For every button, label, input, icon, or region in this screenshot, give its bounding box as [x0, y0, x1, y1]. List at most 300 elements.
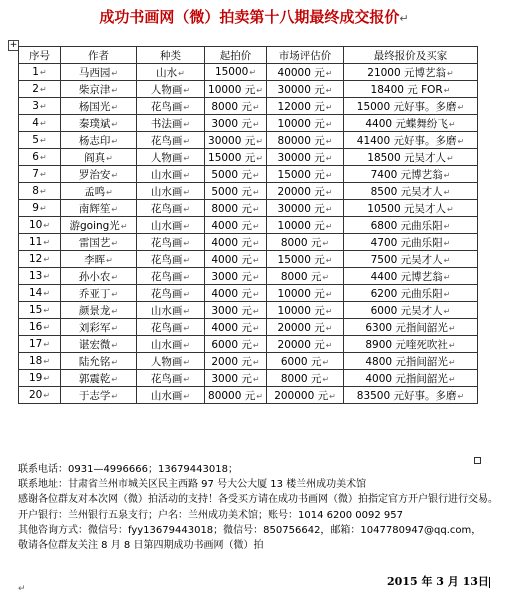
paragraph-mark: ↵: [39, 136, 47, 145]
header-cell: 作者: [61, 47, 137, 64]
cell-text: 5: [32, 134, 39, 146]
cell-text: 8900 元喹死吹社: [365, 338, 448, 351]
paragraph-mark: ↵: [252, 238, 260, 248]
paragraph-mark: ↵: [448, 340, 456, 350]
cell-text: 雷国艺: [78, 236, 111, 249]
cell-text: 人物画: [150, 151, 183, 164]
paragraph-mark: ↵: [325, 340, 333, 350]
paragraph-mark: ↵: [111, 170, 119, 180]
table-cell: [205, 285, 267, 302]
cell-text: 12: [28, 253, 43, 265]
table-cell: [205, 234, 267, 251]
cell-text: 15000 元好事。多磨: [356, 100, 457, 113]
paragraph-mark: ↵: [448, 323, 456, 333]
cell-text: 山水画: [150, 168, 183, 181]
cell-text: 6000 元吴才人: [370, 304, 443, 317]
table-cell: [205, 251, 267, 268]
table-cell: [267, 115, 344, 132]
auction-results-table: [18, 46, 478, 404]
cell-text: 游going光: [69, 219, 120, 232]
table-cell: [19, 149, 61, 166]
paragraph-mark: ↵: [183, 153, 191, 163]
paragraph-mark: ↵: [322, 272, 330, 282]
table-move-handle[interactable]: +: [9, 40, 18, 50]
cell-text: 3000 元: [211, 372, 252, 385]
table-cell: [61, 336, 137, 353]
cell-text: 15: [28, 304, 43, 316]
table-row: [19, 200, 478, 217]
table-cell: [344, 166, 478, 183]
table-cell: [137, 234, 205, 251]
table-cell: [344, 285, 478, 302]
cell-text: 15000 元: [208, 151, 256, 164]
cell-text: 花鸟画: [150, 253, 183, 266]
paragraph-mark: ↵: [183, 340, 191, 350]
paragraph-mark: ↵: [111, 289, 119, 299]
cell-text: 17: [28, 338, 43, 350]
announcement-line: 敬请各位群友关注 8 月 8 日第四期成功书画网（微）拍: [18, 540, 264, 552]
cell-text: 7: [32, 168, 39, 180]
cell-text: 5000 元: [211, 168, 252, 181]
paragraph-mark: ↵: [39, 204, 47, 213]
paragraph-mark: ↵: [18, 584, 26, 594]
paragraph-mark: ↵: [111, 306, 119, 316]
table-cell: [205, 387, 267, 404]
cell-text: 41400 元好事。多磨: [356, 134, 457, 147]
cell-text: 马西园: [78, 66, 111, 79]
table-cell: [137, 336, 205, 353]
table-cell: [267, 387, 344, 404]
table-row: [19, 387, 478, 404]
paragraph-mark: ↵: [39, 85, 47, 94]
table-row: [19, 166, 478, 183]
paragraph-mark: ↵: [325, 204, 333, 214]
paragraph-mark: ↵: [106, 187, 113, 197]
table-row: [19, 353, 478, 370]
paragraph-mark: ↵: [183, 272, 191, 282]
paragraph-mark: ↵: [43, 340, 51, 349]
paragraph-mark: ↵: [325, 255, 333, 265]
cell-text: 6: [32, 151, 39, 163]
paragraph-mark: ↵: [322, 357, 330, 367]
cell-text: 20: [28, 389, 43, 401]
table-row: [19, 302, 478, 319]
cell-text: 陆允铭: [78, 355, 111, 368]
paragraph-mark: ↵: [43, 255, 51, 264]
cell-text: 刘彩军: [78, 321, 111, 334]
paragraph-mark: ↵: [39, 119, 47, 128]
cell-text: 花鸟画: [150, 100, 183, 113]
table-row: [19, 132, 478, 149]
cell-text: 10000 元: [208, 83, 256, 96]
cell-text: 11: [28, 236, 43, 248]
cell-text: 20000 元: [277, 321, 325, 334]
table-cell: [137, 387, 205, 404]
paragraph-mark: ↵: [443, 187, 451, 197]
cell-text: 8000 元: [211, 100, 252, 113]
paragraph-mark: ↵: [325, 85, 333, 95]
table-cell: [205, 353, 267, 370]
cell-text: 8000 元: [280, 270, 322, 283]
paragraph-mark: ↵: [448, 357, 456, 367]
paragraph-mark: ↵: [43, 238, 51, 247]
table-row: [19, 234, 478, 251]
paragraph-mark: ↵: [249, 68, 257, 77]
paragraph-mark: ↵: [322, 238, 330, 248]
table-cell: [205, 268, 267, 285]
table-cell: [344, 234, 478, 251]
table-cell: [267, 200, 344, 217]
table-cell: [19, 132, 61, 149]
paragraph-mark: ↵: [106, 153, 113, 163]
paragraph-mark: ↵: [106, 255, 113, 265]
table-cell: [344, 183, 478, 200]
table-cell: [61, 183, 137, 200]
paragraph-mark: ↵: [252, 119, 260, 129]
paragraph-mark: ↵: [325, 119, 333, 129]
table-cell: [205, 336, 267, 353]
paragraph-mark: ↵: [111, 272, 119, 282]
paragraph-mark: ↵: [183, 357, 191, 367]
table-cell: [267, 217, 344, 234]
cell-text: 3000 元: [211, 270, 252, 283]
table-cell: [137, 115, 205, 132]
table-cell: [137, 285, 205, 302]
cell-text: 30000 元: [277, 151, 325, 164]
cell-text: 8000 元: [211, 202, 252, 215]
table-cell: [267, 132, 344, 149]
paragraph-mark: ↵: [443, 272, 451, 282]
table-row: [19, 183, 478, 200]
paragraph-mark: ↵: [39, 170, 47, 179]
table-cell: [344, 81, 478, 98]
paragraph-mark: ↵: [329, 391, 336, 401]
paragraph-mark: ↵: [111, 340, 119, 350]
table-row: [19, 98, 478, 115]
table-row: [19, 149, 478, 166]
table-cell: [267, 81, 344, 98]
paragraph-mark: ↵: [252, 170, 260, 180]
paragraph-mark: ↵: [111, 391, 119, 401]
paragraph-mark: ↵: [111, 136, 119, 146]
cell-text: 4000 元: [211, 253, 252, 266]
table-cell: [61, 302, 137, 319]
table-cell: [205, 132, 267, 149]
header-cell: 起拍价: [205, 47, 267, 64]
date-text: 2015 年 3 月 13日: [387, 575, 489, 588]
paragraph-mark: ↵: [252, 340, 260, 350]
table-cell: [267, 268, 344, 285]
paragraph-mark: ↵: [43, 221, 51, 230]
table-row: [19, 336, 478, 353]
paragraph-mark: ↵: [252, 306, 260, 316]
cell-text: 8000 元: [280, 236, 322, 249]
paragraph-mark: ↵: [111, 68, 119, 78]
cell-text: 6800 元曲乐阳: [370, 219, 443, 232]
table-cell: [205, 183, 267, 200]
paragraph-mark: ↵: [325, 289, 333, 299]
table-cell: [61, 115, 137, 132]
table-cell: [267, 302, 344, 319]
table-cell: [205, 64, 267, 81]
table-cell: [344, 98, 478, 115]
cell-text: 谌宏微: [78, 338, 111, 351]
cell-text: 颜景龙: [78, 304, 111, 317]
paragraph-mark: ↵: [111, 374, 119, 384]
paragraph-mark: ↵: [443, 221, 451, 231]
cell-text: 花鸟画: [150, 270, 183, 283]
table-cell: [61, 251, 137, 268]
table-cell: [137, 183, 205, 200]
table-cell: [137, 200, 205, 217]
table-row: [19, 268, 478, 285]
paragraph-mark: ↵: [252, 289, 260, 299]
paragraph-mark: ↵: [183, 119, 191, 129]
table-cell: [344, 319, 478, 336]
paragraph-mark: ↵: [256, 85, 263, 95]
table-cell: [205, 98, 267, 115]
table-cell: [61, 285, 137, 302]
paragraph-mark: ↵: [183, 221, 191, 231]
cell-text: 30000 元: [208, 134, 256, 147]
cell-text: 7400 元博艺翁: [370, 168, 443, 181]
cell-text: 山水画: [150, 338, 183, 351]
paragraph-mark: ↵: [448, 374, 456, 384]
paragraph-mark: ↵: [256, 391, 263, 401]
paragraph-mark: ↵: [325, 323, 333, 333]
cell-text: 6300 元指间韶光: [365, 321, 448, 334]
table-cell: [19, 285, 61, 302]
cell-text: 6000 元: [280, 355, 322, 368]
cell-text: 秦璞斌: [78, 117, 111, 130]
paragraph-mark: ↵: [43, 306, 51, 315]
table-cell: [137, 132, 205, 149]
cell-text: 杨国光: [78, 100, 111, 113]
document-date: [387, 573, 490, 589]
cell-text: 18500 元吴才人: [367, 151, 447, 164]
paragraph-mark: ↵: [111, 204, 119, 214]
table-cell: [19, 166, 61, 183]
paragraph-mark: ↵: [252, 323, 260, 333]
cell-text: 30000 元: [277, 83, 325, 96]
table-cell: [61, 64, 137, 81]
address-line: 联系地址：甘肃省兰州市城关区民主西路 97 号大公大厦 13 楼兰州成功美术馆: [18, 479, 367, 491]
cell-text: 阎真: [84, 151, 106, 164]
table-cell: [267, 251, 344, 268]
table-cell: [205, 115, 267, 132]
cell-text: 10: [28, 219, 43, 231]
table-cell: [267, 64, 344, 81]
table-cell: [19, 64, 61, 81]
table-cell: [19, 302, 61, 319]
table-cell: [19, 353, 61, 370]
cell-text: 郭震乾: [78, 372, 111, 385]
cell-text: 乔亚丁: [78, 287, 111, 300]
table-row: [19, 217, 478, 234]
paragraph-mark: ↵: [448, 119, 456, 129]
cell-text: 80000 元: [277, 134, 325, 147]
cell-text: 罗治安: [78, 168, 111, 181]
paragraph-mark: ↵: [183, 102, 191, 112]
cell-text: 山水画: [150, 304, 183, 317]
table-cell: [137, 251, 205, 268]
table-cell: [344, 370, 478, 387]
table-cell: [19, 268, 61, 285]
cell-text: 柴京津: [78, 83, 111, 96]
table-cell: [205, 81, 267, 98]
table-cell: [267, 166, 344, 183]
table-cell: [344, 217, 478, 234]
paragraph-mark: ↵: [325, 102, 333, 112]
bank-info-line: 感谢各位群友对本次网（微）拍活动的支持！各受买方请在成功书画网（微）拍指定官方开户银行进行交易。开户银行：兰州银行五泉支行；户名：兰州成功美术馆；账号：1014 6200 0092 957: [18, 494, 498, 521]
table-cell: [267, 336, 344, 353]
table-cell: [344, 149, 478, 166]
paragraph-mark: ↵: [447, 204, 454, 214]
table-cell: [61, 370, 137, 387]
table-cell: [344, 64, 478, 81]
cell-text: 83500 元好事。多磨: [356, 389, 457, 402]
table-cell: [19, 319, 61, 336]
paragraph-mark: ↵: [39, 187, 47, 196]
table-cell: [137, 149, 205, 166]
contact-notes: [18, 462, 500, 553]
paragraph-mark: ↵: [252, 357, 260, 367]
table-cell: [267, 285, 344, 302]
table-cell: [19, 251, 61, 268]
cell-text: 8500 元吴才人: [370, 185, 443, 198]
cell-text: 人物画: [150, 83, 183, 96]
table-cell: [19, 81, 61, 98]
cell-text: 5000 元: [211, 185, 252, 198]
paragraph-mark: ↵: [256, 136, 263, 146]
cell-text: 花鸟画: [150, 321, 183, 334]
cell-text: 21000 元博艺翁: [367, 66, 447, 79]
cell-text: 花鸟画: [150, 202, 183, 215]
paragraph-mark: ↵: [252, 374, 260, 384]
table-cell: [344, 336, 478, 353]
paragraph-mark: ↵: [43, 289, 51, 298]
table-cell: [137, 370, 205, 387]
table-cell: [137, 268, 205, 285]
table-cell: [267, 98, 344, 115]
table-cell: [19, 98, 61, 115]
cell-text: 7500 元吴才人: [370, 253, 443, 266]
cell-text: 杨志印: [78, 134, 111, 147]
table-row: [19, 115, 478, 132]
cell-text: 12000 元: [277, 100, 325, 113]
paragraph-mark: ↵: [325, 136, 333, 146]
table-cell: [19, 370, 61, 387]
cell-text: 19: [28, 372, 43, 384]
cell-text: 18400 元 FOR: [370, 83, 443, 96]
paragraph-mark: ↵: [252, 272, 260, 282]
contact-methods-line: 其他咨询方式：微信号：fyy13679443018；微信号：850756642，邮箱：1047780947@qq.com，: [18, 524, 482, 536]
cell-text: 15000 元: [277, 253, 325, 266]
paragraph-mark: ↵: [183, 187, 191, 197]
cell-text: 10000 元: [277, 304, 325, 317]
paragraph-mark: ↵: [183, 323, 191, 333]
cell-text: 4000 元: [211, 321, 252, 334]
paragraph-mark: ↵: [256, 153, 263, 163]
cell-text: 3000 元: [211, 304, 252, 317]
cell-text: 花鸟画: [150, 236, 183, 249]
table-cell: [205, 149, 267, 166]
cell-text: 16: [28, 321, 43, 333]
cell-text: 南辉笙: [78, 202, 111, 215]
header-cell: 最终报价及买家: [344, 47, 478, 64]
table-cell: [205, 319, 267, 336]
cell-text: 书法画: [150, 117, 183, 130]
table-cell: [137, 81, 205, 98]
table-cell: [267, 149, 344, 166]
table-cell: [137, 98, 205, 115]
paragraph-mark: ↵: [39, 68, 47, 77]
paragraph-mark: ↵: [183, 170, 191, 180]
cell-text: 3: [32, 100, 39, 112]
paragraph-mark: ↵: [457, 102, 465, 112]
cell-text: 20000 元: [277, 338, 325, 351]
table-cell: [19, 115, 61, 132]
cell-text: 9: [32, 202, 39, 214]
cell-text: 于志学: [78, 389, 111, 402]
cell-text: 10000 元: [277, 287, 325, 300]
paragraph-mark: ↵: [111, 119, 119, 129]
paragraph-mark: ↵: [183, 374, 191, 384]
table-cell: [61, 149, 137, 166]
table-cell: [61, 166, 137, 183]
paragraph-mark: ↵: [120, 221, 128, 231]
table-cell: [205, 166, 267, 183]
cell-text: 15000 元: [277, 168, 325, 181]
table-cell: [61, 319, 137, 336]
table-cell: [19, 336, 61, 353]
table-cell: [344, 132, 478, 149]
paragraph-mark: ↵: [443, 85, 451, 95]
paragraph-mark: ↵: [252, 187, 260, 197]
table-cell: [205, 200, 267, 217]
table-cell: [267, 353, 344, 370]
table-cell: [61, 200, 137, 217]
cell-text: 10000 元: [277, 117, 325, 130]
cell-text: 花鸟画: [150, 134, 183, 147]
cell-text: 3000 元: [211, 117, 252, 130]
table-cell: [344, 115, 478, 132]
paragraph-mark: ↵: [43, 391, 51, 400]
paragraph-mark: ↵: [39, 102, 47, 111]
paragraph-mark: ↵: [43, 323, 51, 332]
cell-text: 14: [28, 287, 43, 299]
table-cell: [137, 166, 205, 183]
paragraph-mark: ↵: [325, 170, 333, 180]
cell-text: 花鸟画: [150, 287, 183, 300]
table-cell: [19, 234, 61, 251]
cell-text: 孙小农: [78, 270, 111, 283]
table-cell: [137, 319, 205, 336]
table-cell: [344, 251, 478, 268]
paragraph-mark: ↵: [325, 306, 333, 316]
paragraph-mark: ↵: [252, 102, 260, 112]
paragraph-mark: ↵: [43, 272, 51, 281]
table-row: [19, 81, 478, 98]
cell-text: 山水画: [150, 219, 183, 232]
cell-text: 13: [28, 270, 43, 282]
paragraph-mark: ↵: [252, 204, 260, 214]
cell-text: 4000 元: [211, 219, 252, 232]
table-row: [19, 64, 478, 81]
paragraph-mark: ↵: [252, 221, 260, 231]
paragraph-mark: ↵: [457, 136, 465, 146]
table-cell: [267, 183, 344, 200]
